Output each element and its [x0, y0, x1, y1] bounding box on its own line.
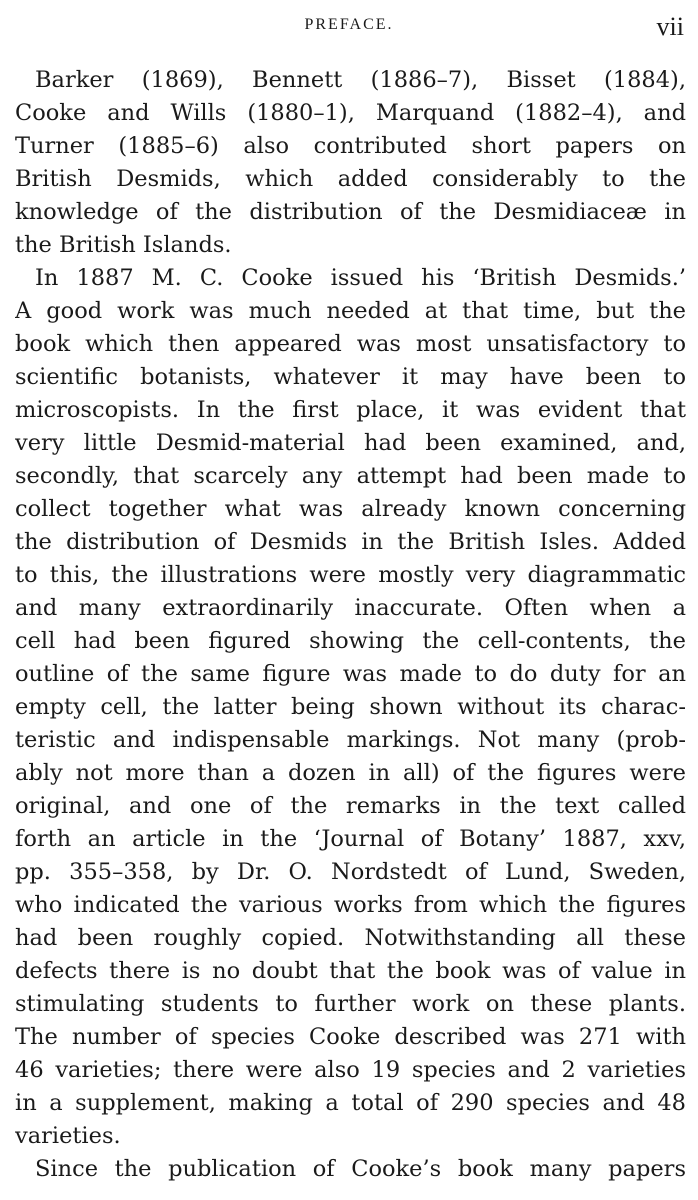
- text-line: original, and one of the remarks in the text called: [15, 793, 686, 819]
- text-line: A good work was much needed at that time, but the: [15, 298, 686, 324]
- text-line: secondly, that scarcely any attempt had been made to: [15, 463, 686, 489]
- text-line: knowledge of the distribution of the Desmidiaceæ in: [15, 199, 686, 225]
- text-line: teristic and indispensable markings. Not many (prob-: [15, 727, 686, 753]
- text-line: Since the publication of Cooke’s book many papers: [35, 1156, 686, 1182]
- text-line: ably not more than a dozen in all) of the figures were: [15, 760, 686, 786]
- text-line: book which then appeared was most unsatisfactory to: [15, 331, 686, 357]
- running-title: PREFACE.: [304, 16, 394, 33]
- text-line: the distribution of Desmids in the British Isles. Added: [15, 529, 686, 555]
- text-line: collect together what was already known concerning: [15, 496, 686, 522]
- text-line: defects there is no doubt that the book was of value in: [15, 958, 686, 984]
- text-line: varieties.: [15, 1123, 121, 1149]
- text-line: to this, the illustrations were mostly very diagrammatic: [15, 562, 686, 588]
- text-line: scientific botanists, whatever it may have been to: [15, 364, 686, 390]
- text-line: Turner (1885–6) also contributed short papers on: [15, 133, 686, 159]
- page-number: vii: [656, 12, 684, 41]
- text-line: outline of the same figure was made to do duty for an: [15, 661, 686, 687]
- text-line: Barker (1869), Bennett (1886–7), Bisset (1884),: [35, 67, 686, 93]
- text-line: 46 varieties; there were also 19 species and 2 varieties: [15, 1057, 686, 1083]
- text-line: who indicated the various works from which the figures: [15, 892, 686, 918]
- text-line: microscopists. In the first place, it was evident that: [15, 397, 686, 423]
- text-line: Cooke and Wills (1880–1), Marquand (1882–4), and: [15, 100, 686, 126]
- running-head: [0, 12, 698, 41]
- text-line: stimulating students to further work on these plants.: [15, 991, 686, 1017]
- text-line: and many extraordinarily inaccurate. Often when a: [15, 595, 686, 621]
- text-line: in a supplement, making a total of 290 species and 48: [15, 1090, 686, 1116]
- text-line: the British Islands.: [15, 232, 232, 258]
- text-line: forth an article in the ‘Journal of Botany’ 1887, xxv,: [15, 826, 686, 852]
- text-line: In 1887 M. C. Cooke issued his ‘British Desmids.’: [35, 265, 686, 291]
- text-line: empty cell, the latter being shown without its charac-: [15, 694, 686, 720]
- text-line: British Desmids, which added considerably to the: [15, 166, 686, 192]
- text-line: The number of species Cooke described was 271 with: [15, 1024, 686, 1050]
- body-text: [15, 64, 686, 1186]
- text-line: had been roughly copied. Notwithstanding all these: [15, 925, 686, 951]
- text-line: cell had been figured showing the cell-contents, the: [15, 628, 686, 654]
- text-line: very little Desmid-material had been examined, and,: [15, 430, 686, 456]
- text-line: pp. 355–358, by Dr. O. Nordstedt of Lund, Sweden,: [15, 859, 686, 885]
